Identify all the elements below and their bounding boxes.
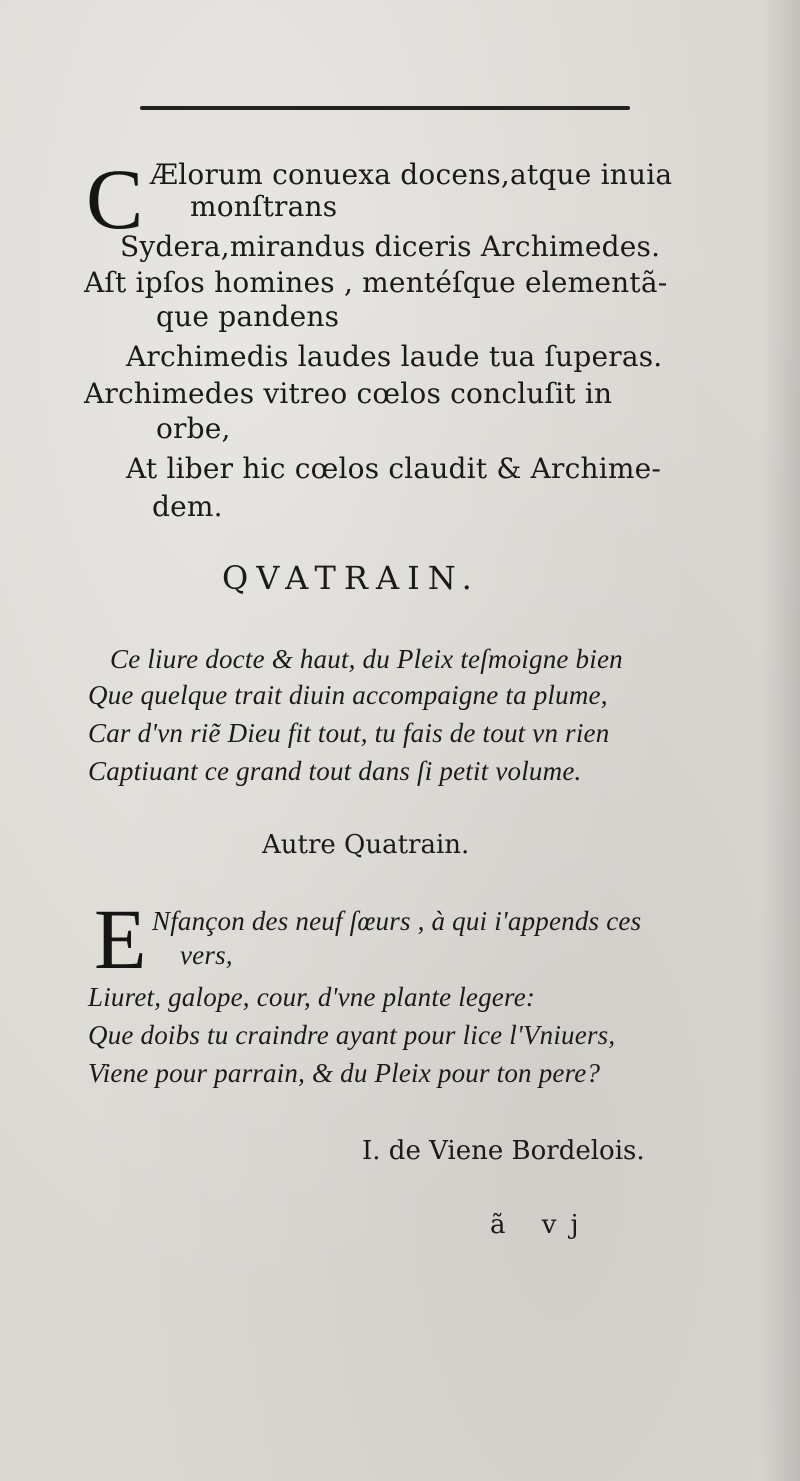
quatrain-line-1: Ce liure docte & haut, du Pleix teſmoigne bien — [110, 644, 623, 674]
autre-quatrain-line-2: vers, — [180, 940, 233, 970]
page-edge-shadow — [760, 0, 800, 1481]
autre-quatrain-heading: Autre Quatrain. — [262, 830, 470, 860]
latin-line-5: que pandens — [156, 300, 340, 333]
latin-line-10: dem. — [152, 490, 223, 523]
latin-line-4: Aſt ipſos homines , mentéſque elementã- — [84, 266, 668, 299]
autre-quatrain-line-3: Liuret, galope, cour, d'vne plante legere: — [88, 982, 536, 1012]
autre-quatrain-line-4: Que doibs tu craindre ayant pour lice l'Vniuers, — [88, 1020, 616, 1050]
signature: I. de Viene Bordelois. — [362, 1136, 645, 1166]
quatrain-line-2: Que quelque trait diuin accompaigne ta plume, — [88, 680, 608, 710]
latin-line-8: orbe, — [156, 412, 231, 445]
latin-line-1: Ælorum conuexa docens,atque inuia — [150, 158, 673, 191]
autre-quatrain-line-5: Viene pour parrain, & du Pleix pour ton pere? — [88, 1058, 601, 1088]
autre-quatrain-line-1: Nfançon des neuf ſœurs , à qui i'appends ces — [152, 906, 642, 936]
latin-line-6: Archimedis laudes laude tua ſuperas. — [126, 340, 663, 373]
quatrain-line-4: Captiuant ce grand tout dans ſi petit volume. — [88, 756, 582, 786]
latin-line-2: monſtrans — [190, 190, 338, 223]
latin-line-3: Sydera,mirandus diceris Archimedes. — [120, 230, 661, 263]
quatrain-heading: QVATRAIN. — [222, 559, 480, 597]
latin-line-7: Archimedes vitreo cœlos concluſit in — [84, 377, 613, 410]
header-rule — [140, 106, 630, 110]
autre-quatrain-dropcap: E — [94, 891, 147, 987]
latin-dropcap: C — [86, 151, 144, 247]
quatrain-line-3: Car d'vn riẽ Dieu fit tout, tu fais de tout vn rien — [88, 718, 610, 748]
latin-line-9: At liber hic cœlos claudit & Archime- — [126, 452, 662, 485]
signature-mark: ã vj — [490, 1210, 593, 1240]
